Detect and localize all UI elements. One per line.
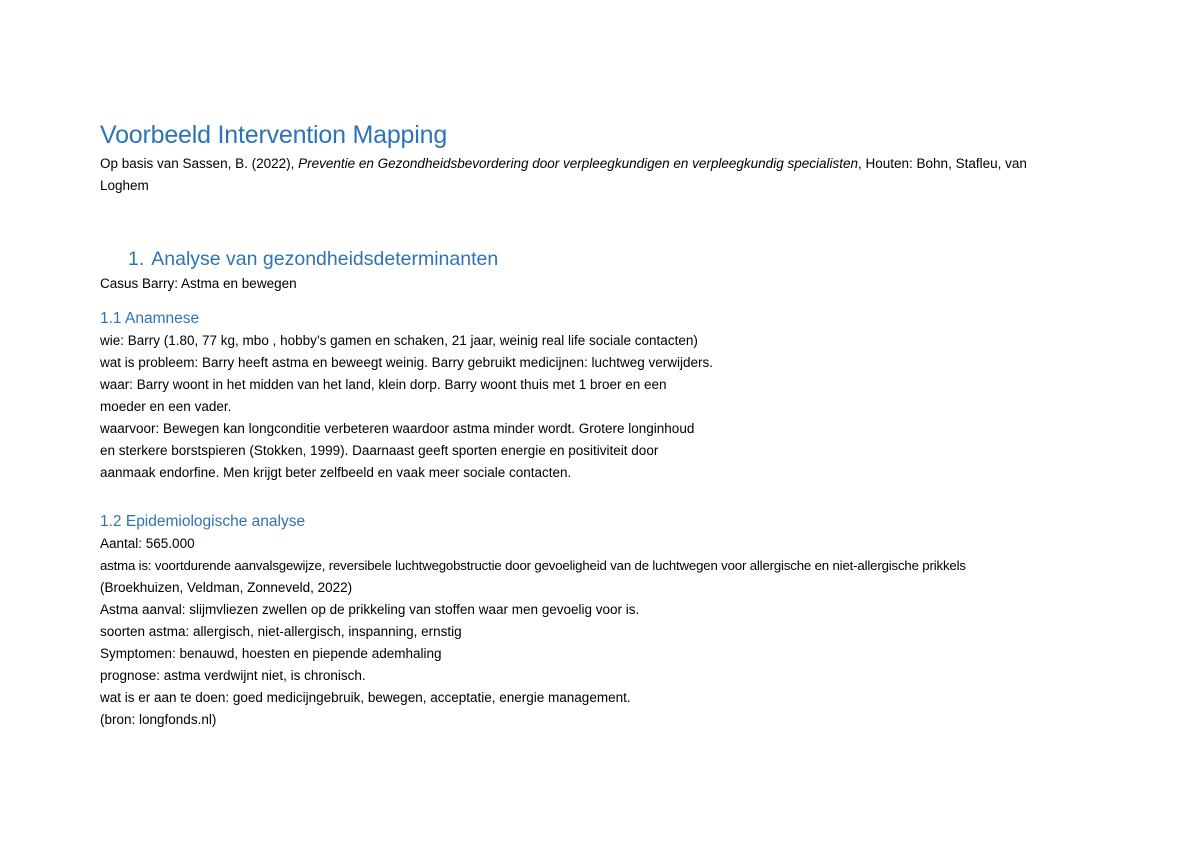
anamnese-heading: 1.1 Anamnese <box>100 310 200 327</box>
anamnese-section <box>100 308 713 484</box>
document-page <box>100 118 1100 727</box>
source-prefix: Op basis van Sassen, B. (2022), <box>100 156 299 171</box>
epidemiologie-line: wat is er aan te doen: goed medicijngebruik, bewegen, acceptatie, energie management. <box>100 690 631 705</box>
source-book-title: Preventie en Gezondheidsbevordering door verpleegkundigen en verpleegkundig specialisten <box>298 156 858 171</box>
anamnese-line: waar: Barry woont in het midden van het land, klein dorp. Barry woont thuis met 1 broer en een <box>100 377 667 392</box>
anamnese-line: en sterkere borstspieren (Stokken, 1999). Daarnaast geeft sporten energie en positiviteit door <box>100 443 659 458</box>
anamnese-line: aanmaak endorfine. Men krijgt beter zelfbeeld en vaak meer sociale contacten. <box>100 465 572 480</box>
anamnese-line: wie: Barry (1.80, 77 kg, mbo , hobby’s gamen en schaken, 21 jaar, weinig real life sociale contacten) <box>100 333 698 348</box>
case-block <box>100 273 297 295</box>
section-title: Analyse van gezondheidsdeterminanten <box>151 248 499 270</box>
epidemiologie-line: (Broekhuizen, Veldman, Zonneveld, 2022) <box>100 580 353 595</box>
epidemiologie-line: soorten astma: allergisch, niet-allergisch, inspanning, ernstig <box>100 624 462 639</box>
epidemiologie-line: Astma aanval: slijmvliezen zwellen op de prikkeling van stoffen waar men gevoelig voor is. <box>100 602 640 617</box>
source-reference <box>100 153 1100 175</box>
epidemiologie-section <box>100 511 966 731</box>
epidemiologie-line: prognose: astma verdwijnt niet, is chronisch. <box>100 668 366 683</box>
source-reference-line2: Loghem <box>100 178 149 193</box>
section-number: 1. <box>128 248 145 270</box>
anamnese-line: moeder en een vader. <box>100 399 232 414</box>
anamnese-line: waarvoor: Bewegen kan longconditie verbeteren waardoor astma minder wordt. Grotere longinhoud <box>100 421 695 436</box>
section-heading-analyse <box>128 246 498 272</box>
epidemiologie-line: Symptomen: benauwd, hoesten en piepende ademhaling <box>100 646 442 661</box>
epidemiologie-line: (bron: longfonds.nl) <box>100 712 217 727</box>
source-suffix: , Houten: Bohn, Stafleu, van <box>858 156 1027 171</box>
epidemiologie-line: astma is: voortdurende aanvalsgewijze, reversibele luchtwegobstructie door gevoeligheid van de luchtwegen voor allergische en niet-allergische prikkels <box>100 558 966 573</box>
epidemiologie-heading: 1.2 Epidemiologische analyse <box>100 513 306 530</box>
case-title: Casus Barry: Astma en bewegen <box>100 276 297 291</box>
epidemiologie-line: Aantal: 565.000 <box>100 536 195 551</box>
document-title: Voorbeeld Intervention Mapping <box>100 121 448 149</box>
anamnese-line: wat is probleem: Barry heeft astma en beweegt weinig. Barry gebruikt medicijnen: luchtweg verwijders. <box>100 355 714 370</box>
